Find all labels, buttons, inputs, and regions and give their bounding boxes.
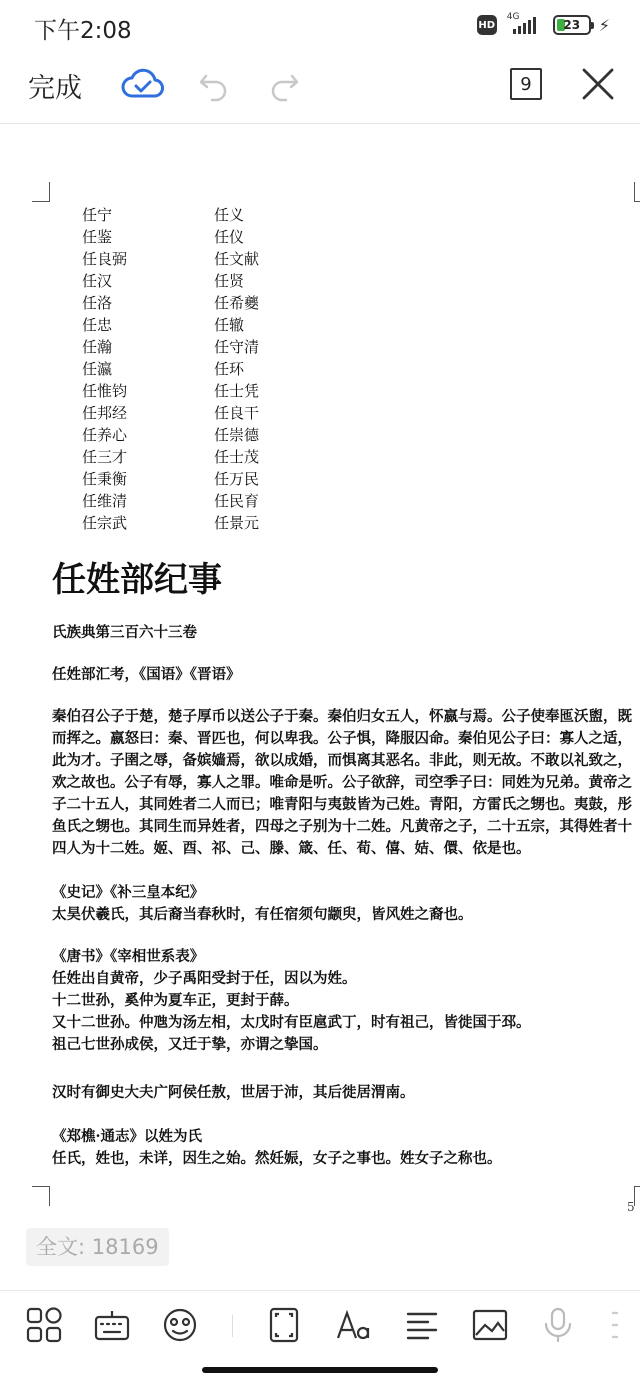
name-row bbox=[82, 402, 342, 424]
name-cell: 任汉 bbox=[82, 272, 113, 290]
home-indicator[interactable] bbox=[202, 1367, 438, 1373]
name-cell: 任义 bbox=[214, 206, 245, 224]
battery-icon bbox=[553, 15, 591, 35]
name-cell: 任瀛 bbox=[82, 360, 113, 378]
signal-icon bbox=[505, 14, 545, 36]
bottom-toolbar bbox=[0, 1290, 640, 1360]
name-cell: 任鉴 bbox=[82, 228, 113, 246]
paragraph bbox=[52, 946, 638, 1056]
crop-mark bbox=[634, 1186, 640, 1206]
name-cell: 任民育 bbox=[214, 492, 260, 510]
network-type: 4G bbox=[506, 12, 520, 22]
fullscreen-icon[interactable] bbox=[264, 1305, 304, 1345]
name-cell: 任万民 bbox=[214, 470, 260, 488]
paragraph: 汉时有御史大夫广阿侯任敖，世居于沛，其后徙居渭南。 bbox=[52, 1084, 415, 1101]
name-cell: 任忠 bbox=[82, 316, 113, 334]
text-line: 秦伯召公子于楚，楚子厚币以送公子于秦。秦伯归女五人，怀嬴与焉。公子使奉匜沃盥，既 bbox=[52, 708, 632, 725]
name-cell: 任秉衡 bbox=[82, 470, 128, 488]
name-cell: 任三才 bbox=[82, 448, 128, 466]
text-line: 《郑樵·通志》以姓为氏 bbox=[52, 1128, 203, 1145]
document-heading: 任姓部纪事 bbox=[52, 560, 222, 600]
word-count: 全文: 18169 bbox=[26, 1228, 169, 1266]
name-cell: 任士凭 bbox=[214, 382, 260, 400]
close-icon[interactable] bbox=[578, 64, 618, 104]
battery-level: 23 bbox=[563, 18, 581, 32]
name-cell: 任环 bbox=[214, 360, 245, 378]
sticker-icon[interactable] bbox=[160, 1305, 200, 1345]
name-cell: 任崇德 bbox=[214, 426, 260, 444]
top-toolbar bbox=[0, 52, 640, 124]
name-row bbox=[82, 226, 342, 248]
paragraph bbox=[52, 706, 638, 860]
text-line: 子二十五人，其同姓者二人而已；唯青阳与夷鼓皆为己姓。青阳，方雷氏之甥也。夷鼓，彤 bbox=[52, 796, 632, 813]
name-cell: 任养心 bbox=[82, 426, 128, 444]
name-cell: 任希夔 bbox=[214, 294, 260, 312]
text-line: 四人为十二姓。姬、酉、祁、己、滕、箴、任、荀、僖、姞、儇、依是也。 bbox=[52, 840, 531, 857]
font-icon[interactable] bbox=[334, 1305, 374, 1345]
name-cell: 任宁 bbox=[82, 206, 113, 224]
crop-mark bbox=[32, 1186, 50, 1206]
name-cell: 任贤 bbox=[214, 272, 245, 290]
name-row bbox=[82, 380, 342, 402]
insert-image-icon[interactable] bbox=[470, 1305, 510, 1345]
text-line: 此为才。子圉之辱，备嫔嫱焉，欲以成婚，而惧离其恶名。非此，则无故。不敢以礼致之， bbox=[52, 752, 632, 769]
status-time: 下午2:08 bbox=[34, 18, 132, 44]
text-line: 任姓出自黄帝，少子禹阳受封于任，因以为姓。 bbox=[52, 970, 357, 987]
volume-line: 氏族典第三百六十三卷 bbox=[52, 624, 197, 641]
microphone-icon[interactable] bbox=[538, 1305, 578, 1345]
name-cell: 任士茂 bbox=[214, 448, 260, 466]
page-count-button[interactable]: 9 bbox=[510, 68, 542, 100]
name-row bbox=[82, 358, 342, 380]
text-line: 又十二世孙。仲虺为汤左相，太戊时有臣扈武丁，时有祖己，皆徙国于邳。 bbox=[52, 1014, 531, 1031]
divider bbox=[232, 1315, 233, 1337]
name-row bbox=[82, 314, 342, 336]
name-cell: 任仪 bbox=[214, 228, 245, 246]
name-cell: 任良弼 bbox=[82, 250, 128, 268]
page-number: 5 bbox=[627, 1200, 635, 1214]
keyboard-icon[interactable] bbox=[92, 1305, 132, 1345]
document-page[interactable] bbox=[0, 124, 640, 1224]
name-row bbox=[82, 336, 342, 358]
text-line: 《史记》《补三皇本纪》 bbox=[52, 884, 205, 901]
charging-icon: ⚡ bbox=[598, 15, 610, 35]
cloud-check-icon[interactable] bbox=[120, 64, 166, 104]
text-line: 任氏，姓也，未详，因生之始。然妊娠，女子之事也。姓女子之称也。 bbox=[52, 1150, 502, 1167]
name-cell: 任辙 bbox=[214, 316, 245, 334]
name-row bbox=[82, 204, 342, 226]
text-line: 《唐书》《宰相世系表》 bbox=[52, 948, 205, 965]
name-cell: 任邦经 bbox=[82, 404, 128, 422]
status-bar bbox=[0, 0, 640, 52]
name-row bbox=[82, 512, 342, 534]
name-cell: 任文献 bbox=[214, 250, 260, 268]
text-line: 鱼氏之甥也。其同生而异姓者，四母之子别为十二姓。凡黄帝之子，二十五宗，其得姓者十 bbox=[52, 818, 632, 835]
name-cell: 任良干 bbox=[214, 404, 260, 422]
name-row bbox=[82, 292, 342, 314]
paragraph bbox=[52, 1126, 638, 1170]
crop-mark bbox=[634, 182, 640, 202]
name-row bbox=[82, 270, 342, 292]
text-line: 十二世孙，奚仲为夏车正，更封于薛。 bbox=[52, 992, 299, 1009]
undo-icon[interactable] bbox=[196, 66, 232, 102]
name-list bbox=[82, 204, 342, 534]
name-cell: 任洛 bbox=[82, 294, 113, 312]
status-icons bbox=[477, 14, 610, 36]
name-row bbox=[82, 446, 342, 468]
name-cell: 任守清 bbox=[214, 338, 260, 356]
paragraph-align-icon[interactable] bbox=[402, 1305, 442, 1345]
paragraph bbox=[52, 882, 638, 926]
apps-grid-icon[interactable] bbox=[24, 1305, 64, 1345]
section-heading: 任姓部汇考，《国语》《晋语》 bbox=[52, 666, 241, 683]
name-cell: 任宗武 bbox=[82, 514, 128, 532]
name-cell: 任惟钧 bbox=[82, 382, 128, 400]
text-line: 祖己七世孙成侯，又迁于挚，亦谓之挚国。 bbox=[52, 1036, 328, 1053]
more-icon[interactable] bbox=[604, 1305, 634, 1345]
name-cell: 任瀚 bbox=[82, 338, 113, 356]
done-button[interactable]: 完成 bbox=[28, 73, 82, 104]
text-line: 太昊伏羲氏，其后裔当春秋时，有任宿须句颛臾，皆风姓之裔也。 bbox=[52, 906, 473, 923]
name-row bbox=[82, 424, 342, 446]
text-line: 而挥之。嬴怒曰：秦、晋匹也，何以卑我。公子惧，降服囚命。秦伯见公子曰：寡人之适， bbox=[52, 730, 632, 747]
name-row bbox=[82, 490, 342, 512]
text-line: 欢之故也。公子有辱，寡人之罪。唯命是听。公子欲辞，司空季子曰：同姓为兄弟。黄帝之 bbox=[52, 774, 632, 791]
crop-mark bbox=[32, 182, 50, 202]
hd-icon: HD bbox=[477, 15, 497, 35]
name-cell: 任景元 bbox=[214, 514, 260, 532]
name-row bbox=[82, 468, 342, 490]
name-row bbox=[82, 248, 342, 270]
redo-icon[interactable] bbox=[266, 66, 302, 102]
name-cell: 任维清 bbox=[82, 492, 128, 510]
